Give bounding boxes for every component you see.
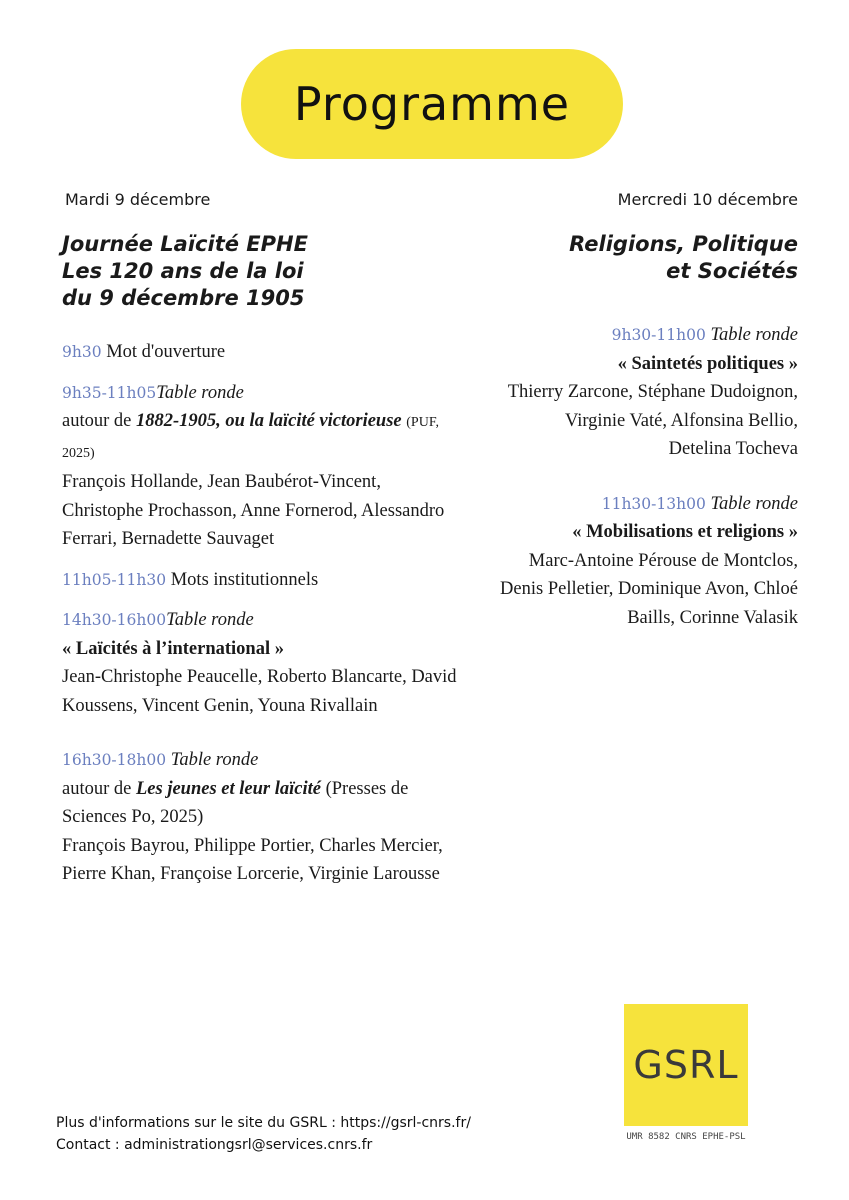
- day2-date: Mercredi 10 décembre: [617, 190, 798, 209]
- session-speakers: François Bayrou, Philippe Portier, Charles Mercier, Pierre Khan, Françoise Lorcerie, Virginie Larousse: [62, 835, 443, 884]
- session-time: 16h30-18h00: [62, 751, 167, 769]
- session-item: [500, 321, 798, 464]
- session-type: Table ronde: [166, 610, 254, 630]
- session-speakers: Thierry Zarcone, Stéphane Dudoignon, Virginie Vaté, Alfonsina Bellio, Detelina Tocheva: [507, 382, 798, 459]
- session-item: [62, 566, 462, 595]
- session-item: [500, 490, 798, 633]
- session-type: Table ronde: [156, 382, 244, 403]
- session-item: [62, 746, 462, 889]
- session-label: Mots institutionnels: [170, 569, 319, 590]
- day1-date: Mardi 9 décembre: [65, 190, 211, 209]
- session-time: 9h30-11h00: [611, 326, 706, 344]
- session-work: autour de 1882-1905, ou la laïcité victorieuse (PUF, 2025): [62, 411, 439, 461]
- session-title: « Mobilisations et religions »: [572, 522, 798, 542]
- work-title: 1882-1905, ou la laïcité victorieuse: [135, 411, 402, 431]
- footer-info: Plus d'informations sur le site du GSRL : https://gsrl-cnrs.fr/: [56, 1115, 471, 1131]
- session-speakers: Jean-Christophe Peaucelle, Roberto Blancarte, David Koussens, Vincent Genin, Youna Rivallain: [62, 667, 457, 716]
- title-banner: [241, 49, 623, 159]
- work-publisher: (PUF, 2025): [62, 415, 439, 461]
- session-item: [62, 606, 462, 720]
- session-time: 9h35-11h05: [62, 383, 157, 402]
- day1-column: [62, 190, 462, 901]
- session-item: [62, 338, 462, 367]
- session-speakers: Marc-Antoine Pérouse de Montclos, Denis Pelletier, Dominique Avon, Chloé Baills, Corinne Valasik: [500, 550, 798, 628]
- footer-contact: Contact : administrationgsrl@services.cnrs.fr: [56, 1137, 373, 1153]
- session-item: [62, 379, 462, 554]
- session-title: « Laïcités à l’international »: [62, 638, 284, 659]
- session-type: Table ronde: [170, 750, 259, 770]
- day2-column: [500, 190, 798, 648]
- footer: [56, 1112, 516, 1156]
- logo-text: GSRL: [633, 1043, 739, 1087]
- gsrl-logo: [624, 1004, 748, 1126]
- session-label: Mot d'ouverture: [106, 342, 226, 362]
- session-type: Table ronde: [710, 493, 798, 514]
- logo-caption: UMR 8582 CNRS EPHE-PSL: [626, 1132, 746, 1142]
- session-time: 14h30-16h00: [62, 611, 167, 629]
- work-publisher: (Presses de Sciences Po, 2025): [62, 778, 409, 827]
- session-title: « Saintetés politiques »: [617, 353, 798, 374]
- work-title: Les jeunes et leur laïcité: [135, 778, 321, 799]
- session-time: 11h30-13h00: [601, 494, 706, 513]
- session-type: Table ronde: [710, 325, 798, 345]
- page-title: Programme: [293, 77, 571, 131]
- day1-heading: Journée Laïcité EPHE Les 120 ans de la loi du 9 décembre 1905: [62, 232, 308, 310]
- day2-heading: Religions, Politique et Sociétés: [569, 232, 798, 283]
- session-speakers: François Hollande, Jean Baubérot-Vincent, Christophe Prochasson, Anne Fornerod, Alessandro Ferrari, Bernadette Sauvaget: [62, 472, 445, 549]
- session-time: 9h30: [62, 343, 102, 361]
- session-work: autour de Les jeunes et leur laïcité (Presses de Sciences Po, 2025): [62, 778, 409, 827]
- session-time: 11h05-11h30: [62, 570, 167, 589]
